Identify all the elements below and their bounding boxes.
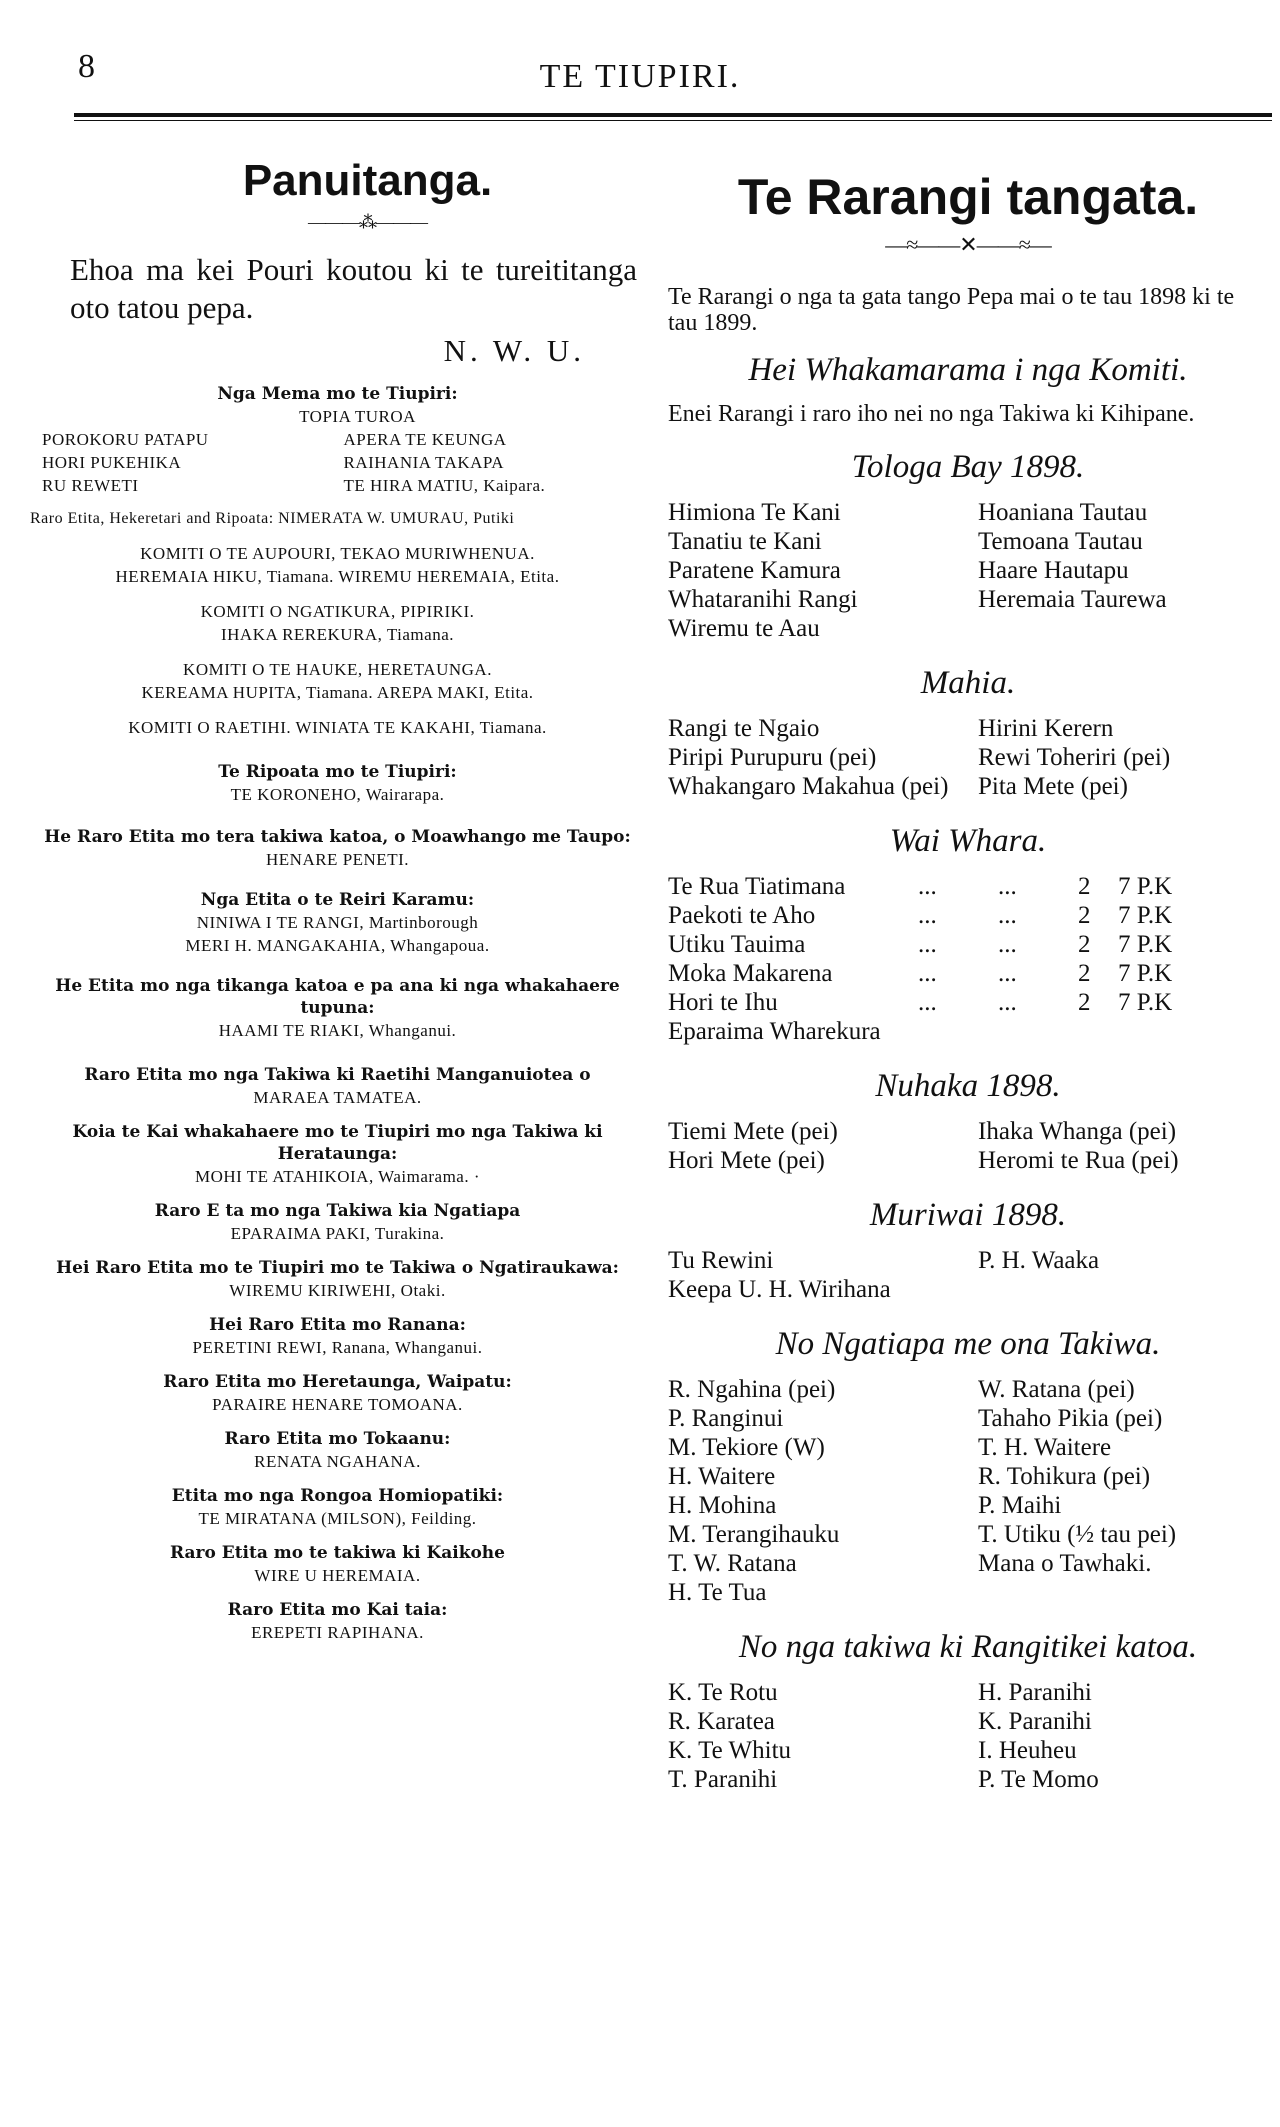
ngatiapa-right: [978, 1375, 1268, 1607]
cell: 2: [1078, 873, 1091, 900]
section-line: WIRE U HEREMAIA.: [254, 1566, 421, 1585]
cell: 7 P.K: [1118, 931, 1173, 958]
name-entry: Himiona Te Kani: [668, 499, 841, 526]
cell: Paekoti te Aho: [668, 902, 816, 929]
editor-section: [30, 1200, 645, 1245]
editor-section: [30, 1371, 645, 1416]
cell: Moka Makarena: [668, 960, 833, 987]
cell: ...: [918, 902, 937, 929]
name-entry: Rewi Toheriri (pei): [978, 744, 1171, 771]
name-entry: K. Paranihi: [978, 1708, 1092, 1735]
name-entry: Hori Mete (pei): [668, 1147, 825, 1174]
header-rule: [74, 113, 1272, 117]
nuhaka-right: [978, 1117, 1268, 1175]
tologa-right: [978, 498, 1268, 643]
name-entry: Tiemi Mete (pei): [668, 1118, 838, 1145]
cell: [1078, 1017, 1118, 1046]
cell: 2: [1078, 989, 1091, 1016]
waiwhara-row: [668, 872, 1268, 901]
section-heading: Hei Raro Etita mo Ranana:: [209, 1315, 466, 1335]
section-line: WIREMU KIRIWEHI, Otaki.: [229, 1281, 446, 1300]
name-entry: Paratene Kamura: [668, 557, 841, 584]
mema-center-name: TOPIA TUROA: [299, 407, 416, 426]
tologa-left: [668, 498, 958, 643]
muriwai-names: [668, 1246, 1268, 1304]
cell: 7 P.K: [1118, 989, 1173, 1016]
name-entry: T. Utiku (½ tau pei): [978, 1521, 1177, 1548]
name-entry: H. Te Tua: [668, 1579, 767, 1606]
nuhaka-names: [668, 1117, 1268, 1175]
name-entry: Mana o Tawhaki.: [978, 1550, 1152, 1577]
komiti-line: IHAKA REREKURA, Tiamana.: [220, 625, 454, 644]
name-entry: Heremaia Taurewa: [978, 586, 1167, 613]
editor-section: [30, 1064, 645, 1109]
section-line: HAAMI TE RIAKI, Whanganui.: [218, 1021, 457, 1040]
mahia-right: [978, 714, 1268, 801]
komiti-line: KOMITI O RAETIHI. WINIATA TE KAKAHI, Tiamana.: [128, 718, 547, 737]
name-entry: Hirini Kerern: [978, 715, 1114, 742]
cell: ...: [918, 931, 937, 958]
name-entry: Piripi Purupuru (pei): [668, 744, 877, 771]
cell: 2: [1078, 960, 1091, 987]
ngatiapa-names: [668, 1375, 1268, 1607]
editor-section: [30, 1542, 645, 1587]
cell: [918, 1017, 998, 1046]
komiti-line: HEREMAIA HIKU, Tiamana. WIREMU HEREMAIA, Etita.: [115, 567, 560, 586]
rangitikei-names: [668, 1678, 1268, 1794]
mema-name: APERA TE KEUNGA: [343, 430, 507, 449]
left-column: [30, 150, 645, 1644]
name-entry: Whataranihi Rangi: [668, 586, 858, 613]
name-entry: T. W. Ratana: [668, 1550, 797, 1577]
rarangi-heading: Te Rarangi tangata.: [737, 169, 1199, 225]
header-rule-thin: [74, 120, 1272, 121]
name-entry: Hoaniana Tautau: [978, 499, 1148, 526]
cell: 2: [1078, 902, 1091, 929]
page-number: 8: [78, 48, 95, 85]
name-entry: P. H. Waaka: [978, 1247, 1100, 1274]
cell: 2: [1078, 931, 1091, 958]
komiti-line: KOMITI O TE AUPOURI, TEKAO MURIWHENUA.: [140, 544, 535, 563]
editor-section: [30, 1257, 645, 1302]
nuhaka-heading: Nuhaka 1898.: [875, 1068, 1061, 1104]
tologa-heading: Tologa Bay 1898.: [851, 449, 1085, 485]
rarangi-note: Enei Rarangi i raro iho nei no nga Takiwa ki Kihipane.: [668, 401, 1195, 427]
name-entry: Pita Mete (pei): [978, 773, 1128, 800]
mema-list: [30, 428, 645, 497]
name-entry: Heromi te Rua (pei): [978, 1147, 1179, 1174]
mema-name: POROKORU PATAPU: [42, 430, 209, 449]
section-heading: Raro Etita mo Heretaunga, Waipatu:: [163, 1372, 512, 1392]
editor-section: [30, 826, 645, 871]
section-heading: He Etita mo nga tikanga katoa e pa ana ki nga whakahaere tupuna:: [55, 976, 620, 1018]
mema-row: [42, 474, 645, 497]
name-entry: Wiremu te Aau: [668, 615, 820, 642]
editor-section: [30, 1428, 645, 1473]
section-line: PERETINI REWI, Ranana, Whanganui.: [192, 1338, 483, 1357]
muriwai-right: [978, 1246, 1268, 1304]
running-title: TE TIUPIRI.: [539, 58, 741, 95]
ngatiapa-left: [668, 1375, 958, 1607]
name-entry: Ihaka Whanga (pei): [978, 1118, 1177, 1145]
raro-etita-line: Raro Etita, Hekeretari and Ripoata: NIMERATA W. UMURAU, Putiki: [30, 510, 515, 527]
cell: ...: [998, 902, 1017, 929]
ngatiapa-heading: No Ngatiapa me ona Takiwa.: [775, 1326, 1161, 1362]
name-entry: Haare Hautapu: [978, 557, 1129, 584]
cell: Eparaima Wharekura: [668, 1018, 881, 1045]
rangitikei-right: [978, 1678, 1268, 1794]
cell: 7 P.K: [1118, 902, 1173, 929]
waiwhara-heading: Wai Whara.: [889, 823, 1047, 859]
section-heading: Raro E ta mo nga Takiwa kia Ngatiapa: [154, 1201, 521, 1221]
name-entry: P. Te Momo: [978, 1766, 1099, 1793]
waiwhara-table: [668, 872, 1268, 1046]
flourish-ornament: ———⁂———: [308, 212, 427, 232]
cell: ...: [998, 989, 1017, 1016]
name-entry: Tahaho Pikia (pei): [978, 1405, 1163, 1432]
cell: [1118, 1017, 1198, 1046]
mema-heading: Nga Mema mo te Tiupiri:: [217, 384, 458, 404]
editor-sections: [30, 826, 645, 1644]
section-heading: Hei Raro Etita mo te Tiupiri mo te Takiwa o Ngatiraukawa:: [56, 1258, 619, 1278]
name-entry: W. Ratana (pei): [978, 1376, 1135, 1403]
section-heading: Etita mo nga Rongoa Homiopatiki:: [171, 1486, 504, 1506]
cell: ...: [998, 931, 1017, 958]
nuhaka-left: [668, 1117, 958, 1175]
name-entry: H. Paranihi: [978, 1679, 1092, 1706]
rangitikei-heading: No nga takiwa ki Rangitikei katoa.: [738, 1629, 1198, 1665]
name-entry: T. Paranihi: [668, 1766, 778, 1793]
mema-name: TE HIRA MATIU, Kaipara.: [343, 476, 546, 495]
section-heading: Raro Etita mo Tokaanu:: [224, 1429, 451, 1449]
section-line: HENARE PENETI.: [266, 850, 409, 869]
signature: N. W. U.: [443, 333, 585, 368]
editor-section: [30, 889, 645, 957]
name-entry: R. Tohikura (pei): [978, 1463, 1151, 1490]
section-line: MARAEA TAMATEA.: [253, 1088, 422, 1107]
mema-row: [42, 428, 645, 451]
waiwhara-row: [668, 988, 1268, 1017]
editor-section: [30, 1485, 645, 1530]
editor-section: [30, 975, 645, 1042]
cell: 7 P.K: [1118, 960, 1173, 987]
waiwhara-row: [668, 959, 1268, 988]
cell: ...: [918, 989, 937, 1016]
name-entry: Tu Rewini: [668, 1247, 774, 1274]
waiwhara-row: [668, 1017, 1268, 1046]
editor-section: [30, 1121, 645, 1188]
section-line: NINIWA I TE RANGI, Martinborough: [196, 913, 479, 932]
ripoata-name: TE KORONEHO, Wairarapa.: [230, 785, 445, 804]
panuitanga-heading: Panuitanga.: [242, 156, 493, 205]
muriwai-heading: Muriwai 1898.: [869, 1197, 1067, 1233]
komiti-line: KEREAMA HUPITA, Tiamana. AREPA MAKI, Etita.: [141, 683, 534, 702]
cell: ...: [998, 873, 1017, 900]
name-entry: P. Maihi: [978, 1492, 1062, 1519]
cell: ...: [998, 960, 1017, 987]
name-entry: P. Ranginui: [668, 1405, 784, 1432]
mema-name: RU REWETI: [42, 476, 139, 495]
intro-paragraph: Ehoa ma kei Pouri koutou ki te tureititanga oto tatou pepa.: [70, 252, 637, 325]
section-line: TE MIRATANA (MILSON), Feilding.: [198, 1509, 477, 1528]
rangitikei-left: [668, 1678, 958, 1794]
name-entry: H. Mohina: [668, 1492, 777, 1519]
rarangi-intro: Te Rarangi o nga ta gata tango Pepa mai o te tau 1898 ki te tau 1899.: [668, 284, 1235, 336]
cell: 7 P.K: [1118, 873, 1173, 900]
cell: ...: [918, 873, 937, 900]
tologa-names: [668, 498, 1268, 643]
section-line: MERI H. MANGAKAHIA, Whangapoua.: [185, 936, 490, 955]
waiwhara-row: [668, 901, 1268, 930]
name-entry: R. Karatea: [668, 1708, 775, 1735]
name-entry: R. Ngahina (pei): [668, 1376, 836, 1403]
cell: Te Rua Tiatimana: [668, 873, 846, 900]
name-entry: K. Te Rotu: [668, 1679, 778, 1706]
editor-section: [30, 1314, 645, 1359]
section-heading: He Raro Etita mo tera takiwa katoa, o Moawhango me Taupo:: [44, 827, 631, 847]
name-entry: H. Waitere: [668, 1463, 776, 1490]
section-line: RENATA NGAHANA.: [254, 1452, 421, 1471]
subheading: Hei Whakamarama i nga Komiti.: [748, 352, 1188, 388]
mema-name: HORI PUKEHIKA: [42, 453, 182, 472]
cell: ...: [918, 960, 937, 987]
name-entry: I. Heuheu: [978, 1737, 1077, 1764]
name-entry: Temoana Tautau: [978, 528, 1143, 555]
waiwhara-row: [668, 930, 1268, 959]
name-entry: M. Tekiore (W): [668, 1434, 825, 1461]
ripoata-heading: Te Ripoata mo te Tiupiri:: [218, 762, 457, 782]
mahia-names: [668, 714, 1268, 801]
section-heading: Raro Etita mo Kai taia:: [227, 1600, 448, 1620]
mahia-heading: Mahia.: [920, 665, 1016, 701]
section-heading: Nga Etita o te Reiri Karamu:: [200, 890, 475, 910]
cell: Utiku Tauima: [668, 931, 806, 958]
section-line: PARAIRE HENARE TOMOANA.: [212, 1395, 463, 1414]
mema-name: RAIHANIA TAKAPA: [343, 453, 505, 472]
cell: Hori te Ihu: [668, 989, 778, 1016]
cell: [998, 1017, 1078, 1046]
section-line: MOHI TE ATAHIKOIA, Waimarama. ·: [194, 1167, 481, 1186]
section-line: EREPETI RAPIHANA.: [251, 1623, 424, 1642]
komiti-line: KOMITI O TE HAUKE, HERETAUNGA.: [183, 660, 492, 679]
name-entry: Rangi te Ngaio: [668, 715, 820, 742]
mema-row: [42, 451, 645, 474]
editor-section: [30, 1599, 645, 1644]
name-entry: Whakangaro Makahua (pei): [668, 773, 949, 800]
section-heading: Koia te Kai whakahaere mo te Tiupiri mo nga Takiwa ki Herataunga:: [72, 1122, 603, 1164]
section-line: EPARAIMA PAKI, Turakina.: [230, 1224, 445, 1243]
mahia-left: [668, 714, 958, 801]
komiti-line: KOMITI O NGATIKURA, PIPIRIKI.: [200, 602, 475, 621]
name-entry: Keepa U. H. Wirihana: [668, 1276, 891, 1303]
right-column: [668, 150, 1268, 1794]
section-heading: Raro Etita mo te takiwa ki Kaikohe: [169, 1543, 505, 1563]
name-entry: M. Terangihauku: [668, 1521, 840, 1548]
muriwai-left: [668, 1246, 958, 1304]
flourish-ornament: —≈——✕——≈—: [885, 232, 1051, 257]
name-entry: T. H. Waitere: [978, 1434, 1112, 1461]
name-entry: K. Te Whitu: [668, 1737, 792, 1764]
name-entry: Tanatiu te Kani: [668, 528, 822, 555]
section-heading: Raro Etita mo nga Takiwa ki Raetihi Manganuiotea o: [84, 1065, 591, 1085]
